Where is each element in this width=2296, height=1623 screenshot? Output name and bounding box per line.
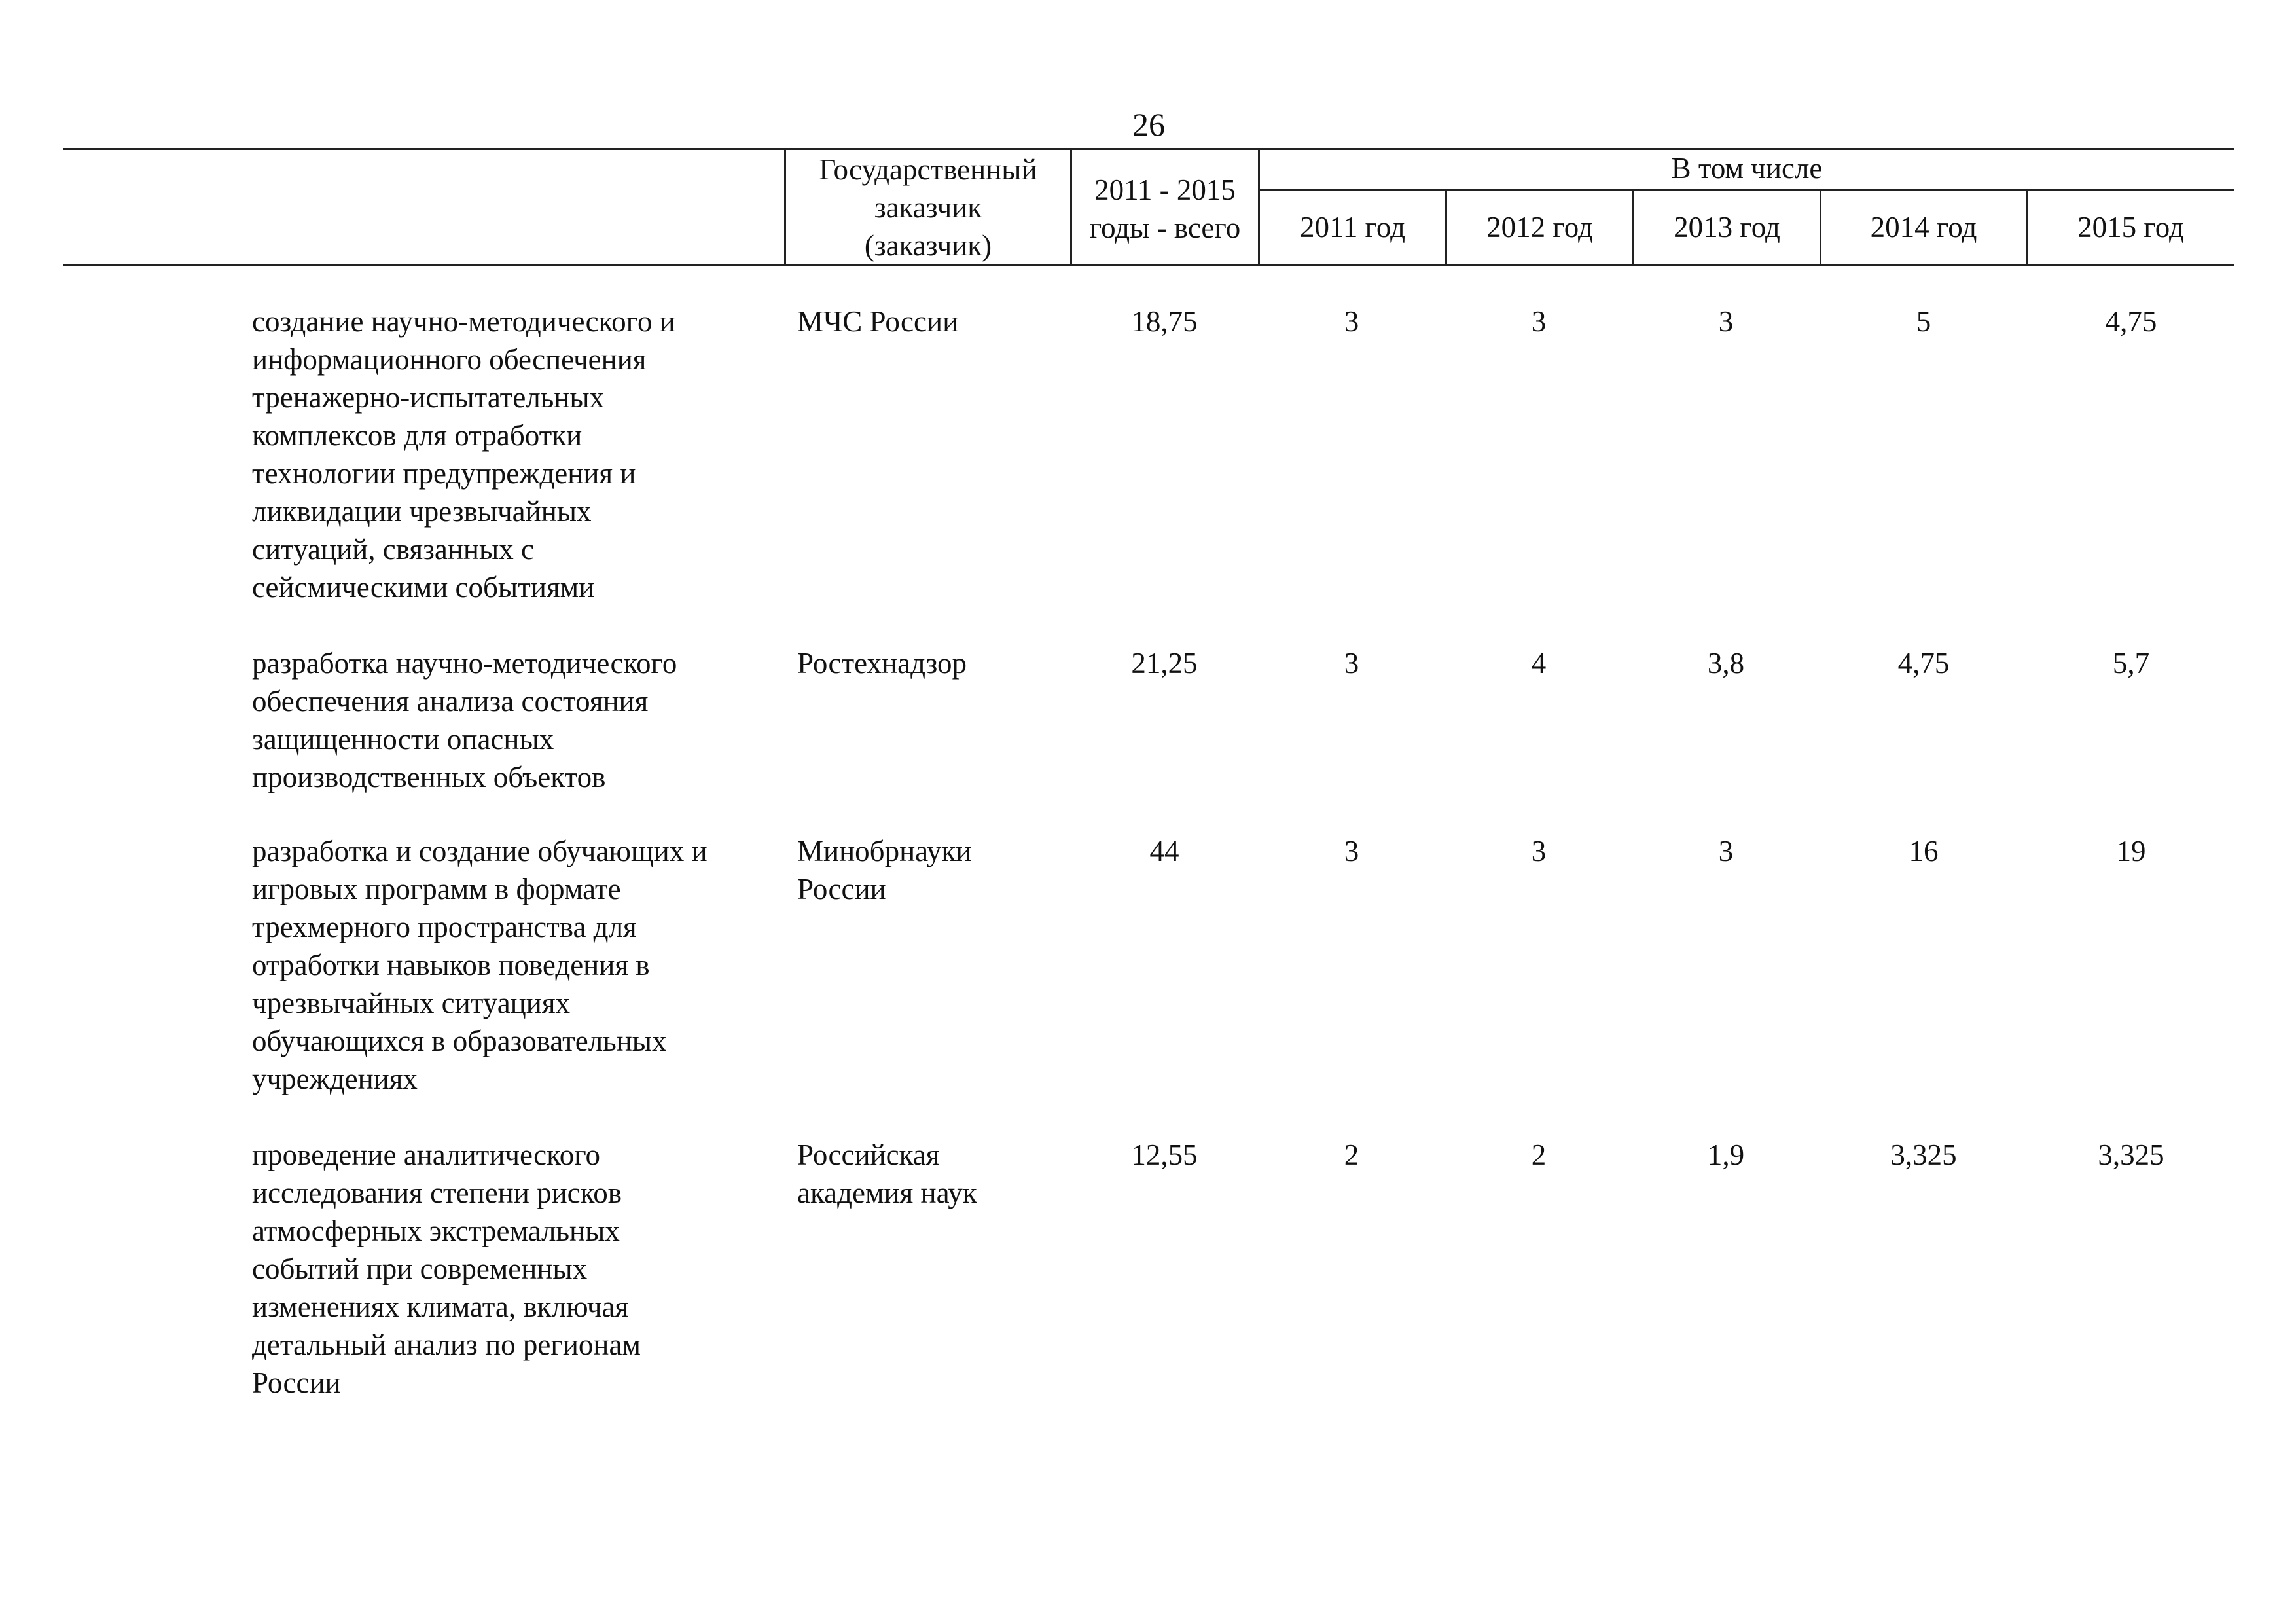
header-total-line1: 2011 - 2015 [1094,173,1236,206]
row-customer: Минобрнауки России [797,835,972,905]
header-including: В том числе [1671,152,1823,185]
row-value-2013: 3 [1718,305,1734,338]
row-value-2014: 3,325 [1890,1139,1957,1171]
row-value-2015: 3,325 [2098,1139,2164,1171]
row-value-2011: 3 [1344,305,1359,338]
subheader-rule [1258,189,2234,191]
row-customer: Российская академия наук [797,1139,977,1209]
row-total: 21,25 [1131,647,1198,680]
row-customer: Ростехнадзор [797,647,967,680]
funding-table [63,148,2234,1457]
row-value-2014: 16 [1909,835,1939,867]
header-year-2015: 2015 год [2077,211,2184,244]
page-number: 26 [1132,106,1165,143]
header-customer: Государственный заказчик (заказчик) [819,153,1037,262]
header-total-line2: годы - всего [1089,211,1241,244]
row-description: разработка научно-методического обеспечения анализа состояния защищенности опасных производственных объектов [252,647,677,793]
row-value-2012: 2 [1531,1139,1547,1171]
row-total: 12,55 [1131,1139,1198,1171]
header-year-2014: 2014 год [1870,211,1977,244]
row-value-2014: 4,75 [1897,647,1950,680]
header-year-2011: 2011 год [1299,211,1405,244]
row-value-2015: 5,7 [2112,647,2150,680]
row-description: создание научно-методического и информационного обеспечения тренажерно-испытательных комплексов для отработки технологии предупреждения и ликвидации чрезвычайных ситуаций, связанных с сейсмическими событиями [252,305,675,604]
row-customer: МЧС России [797,305,959,338]
row-value-2012: 3 [1531,305,1547,338]
header-year-2012: 2012 год [1486,211,1593,244]
row-value-2015: 19 [2116,835,2146,867]
row-value-2011: 2 [1344,1139,1359,1171]
row-value-2011: 3 [1344,647,1359,680]
row-total: 44 [1149,835,1179,867]
row-value-2015: 4,75 [2105,305,2157,338]
row-description: проведение аналитического исследования степени рисков атмосферных экстремальных событий при современных изменениях климата, включая детальный анализ по регионам России [252,1139,641,1399]
row-value-2012: 4 [1531,647,1547,680]
header-bottom-rule [63,264,2234,266]
row-description: разработка и создание обучающих и игровых программ в формате трехмерного пространства для отработки навыков поведения в чрезвычайных ситуациях обучающихся в образовательных учреждениях [252,835,708,1095]
row-value-2013: 3 [1718,835,1734,867]
row-value-2011: 3 [1344,835,1359,867]
header-year-2013: 2013 год [1674,211,1780,244]
row-total: 18,75 [1131,305,1198,338]
row-value-2014: 5 [1916,305,1931,338]
row-value-2012: 3 [1531,835,1547,867]
row-value-2013: 3,8 [1707,647,1745,680]
row-value-2013: 1,9 [1707,1139,1745,1171]
